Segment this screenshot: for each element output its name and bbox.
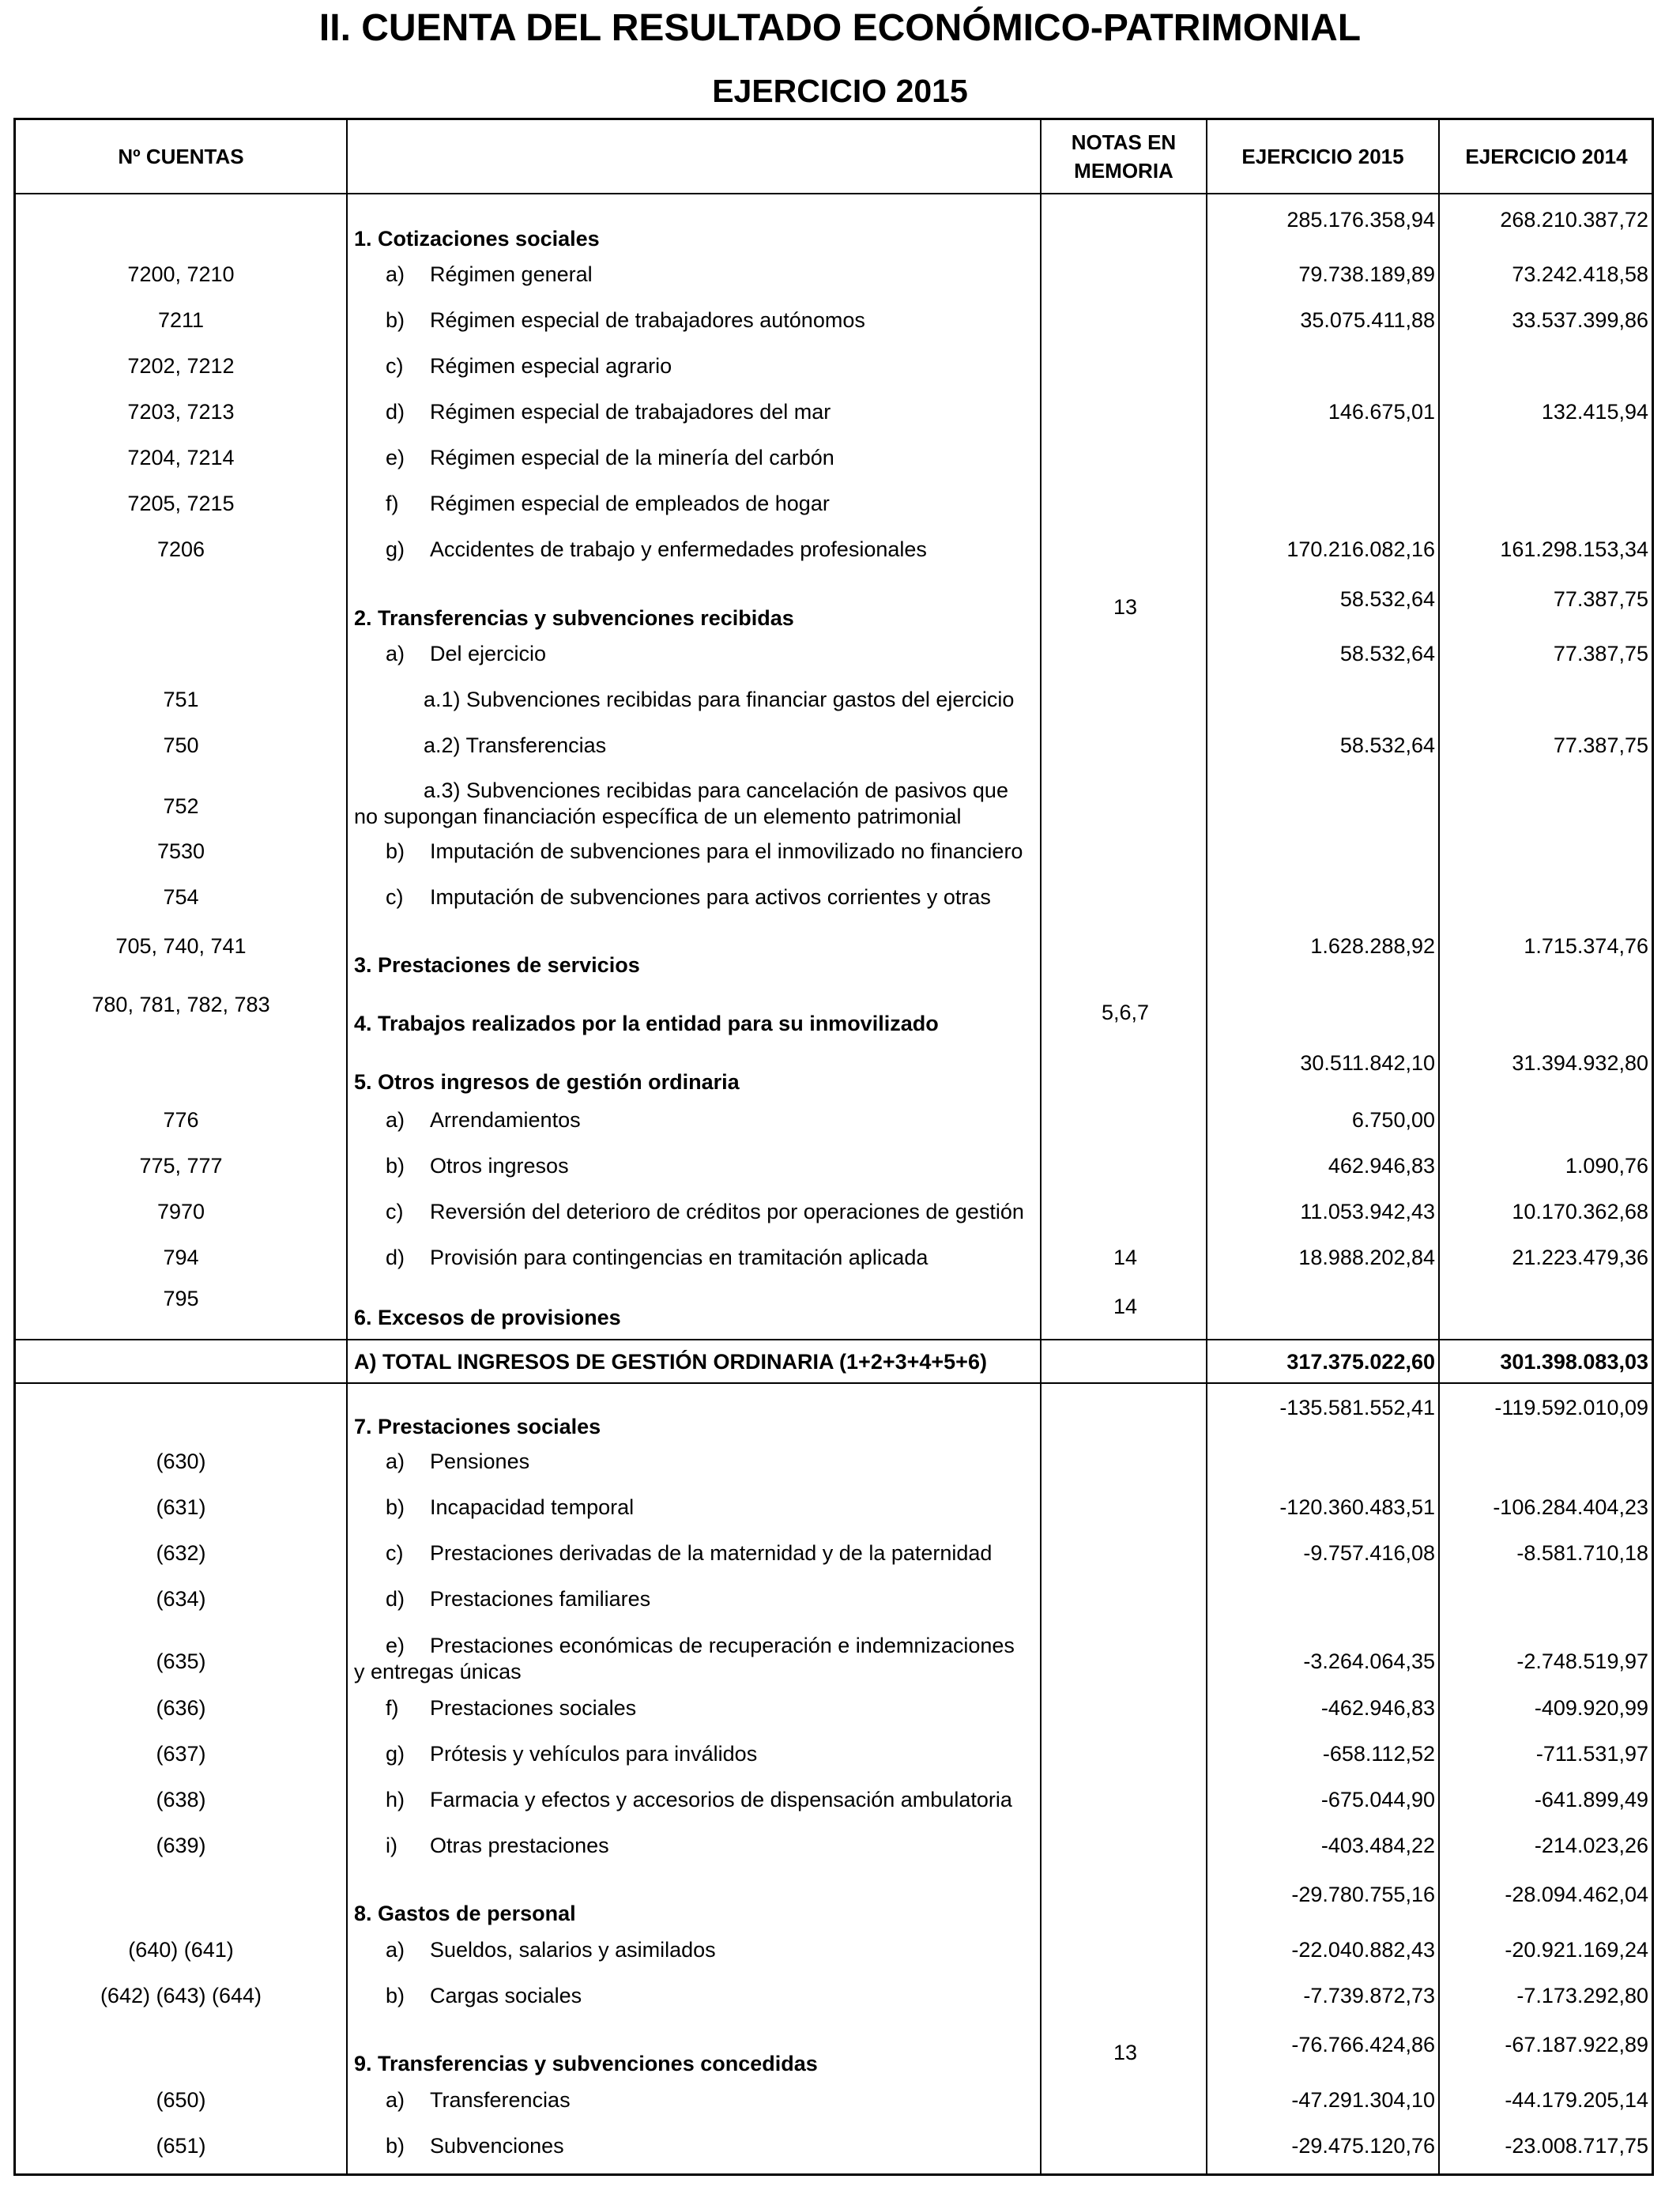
column-divider xyxy=(1206,120,1207,2173)
concept-text: Régimen especial de trabajadores del mar xyxy=(430,400,831,424)
memory-note: 14 xyxy=(1113,1246,1138,1269)
amount-2014: -409.920,99 xyxy=(1534,1696,1648,1720)
account-number: (638) xyxy=(156,1788,206,1811)
item-marker: b) xyxy=(386,1495,405,1519)
amount-2014: 77.387,75 xyxy=(1553,733,1648,757)
concept-text: Sueldos, salarios y asimilados xyxy=(430,1938,716,1962)
amount-2014: -44.179.205,14 xyxy=(1505,2088,1648,2112)
concept-text: Otras prestaciones xyxy=(430,1834,609,1857)
item-marker: b) xyxy=(386,2134,405,2158)
item-marker: b) xyxy=(386,839,405,863)
concept-text: Del ejercicio xyxy=(430,642,547,665)
concept-text: 7. Prestaciones sociales xyxy=(354,1415,601,1438)
item-marker: b) xyxy=(386,1154,405,1178)
concept-text: Prestaciones derivadas de la maternidad y de la paternidad xyxy=(430,1541,993,1565)
concept-text: 1. Cotizaciones sociales xyxy=(354,227,600,251)
amount-2014: 10.170.362,68 xyxy=(1512,1200,1648,1223)
amount-2014: -119.592.010,09 xyxy=(1494,1396,1648,1419)
item-marker: b) xyxy=(386,1984,405,2007)
account-number: 7203, 7213 xyxy=(127,400,235,424)
item-marker: b) xyxy=(386,308,405,332)
concept-text: Transferencias xyxy=(430,2088,571,2112)
item-marker: d) xyxy=(386,1246,405,1269)
account-number: 7530 xyxy=(156,839,205,863)
item-marker: c) xyxy=(386,885,404,909)
concept-description xyxy=(354,446,1049,470)
concept-text: Imputación de subvenciones para el inmovilizado no financiero xyxy=(430,839,1023,863)
item-marker: c) xyxy=(386,1541,404,1565)
concept-text: Imputación de subvenciones para activos corrientes y otras xyxy=(430,885,991,909)
concept-description xyxy=(354,885,1049,910)
item-marker: c) xyxy=(386,1200,404,1223)
amount-2015: 462.946,83 xyxy=(1328,1154,1435,1178)
account-number: 7202, 7212 xyxy=(127,354,235,378)
account-number: 780, 781, 782, 783 xyxy=(92,993,270,1016)
concept-description xyxy=(354,1834,1049,1858)
concept-description xyxy=(354,262,1049,287)
concept-text: Régimen especial agrario xyxy=(430,354,672,378)
concept-description xyxy=(354,953,1049,978)
concept-text: Régimen general xyxy=(430,262,593,286)
amount-2015: -403.484,22 xyxy=(1320,1834,1435,1857)
header-ejercicio-2014: EJERCICIO 2014 xyxy=(1465,145,1628,168)
item-marker: i) xyxy=(386,1834,397,1857)
account-number: 750 xyxy=(163,733,199,757)
concept-text: a.1) Subvenciones recibidas para financiar gastos del ejercicio xyxy=(424,688,1015,711)
account-number: (632) xyxy=(156,1541,206,1565)
concept-description xyxy=(354,2088,1049,2113)
total-bottom-divider xyxy=(16,1382,1652,1384)
item-marker: g) xyxy=(386,537,405,561)
concept-text: 3. Prestaciones de servicios xyxy=(354,953,640,977)
amount-2015: -7.739.872,73 xyxy=(1303,1984,1435,2007)
amount-2014: 1.090,76 xyxy=(1565,1154,1648,1178)
concept-text: a.3) Subvenciones recibidas para cancelación de pasivos que xyxy=(424,778,1008,802)
amount-2014: -23.008.717,75 xyxy=(1505,2134,1648,2158)
amount-2015: 58.532,64 xyxy=(1339,733,1435,757)
account-number: (640) (641) xyxy=(128,1938,234,1962)
amount-2014: -7.173.292,80 xyxy=(1516,1984,1648,2007)
concept-text: A) TOTAL INGRESOS DE GESTIÓN ORDINARIA (1+2+3+4+5+6) xyxy=(354,1350,987,1374)
amount-2015: 6.750,00 xyxy=(1351,1108,1435,1132)
amount-2015: -658.112,52 xyxy=(1322,1742,1435,1766)
concept-text: Prótesis y vehículos para inválidos xyxy=(430,1742,758,1766)
account-number: (634) xyxy=(156,1587,206,1611)
results-table xyxy=(13,118,1654,2176)
concept-description xyxy=(354,400,1049,424)
account-number: (636) xyxy=(156,1696,206,1720)
concept-description xyxy=(354,1350,1049,1374)
concept-description xyxy=(354,1070,1049,1095)
memory-note: 13 xyxy=(1113,595,1138,619)
header-divider xyxy=(16,193,1652,194)
account-number: 705, 740, 741 xyxy=(115,934,247,958)
account-number: 775, 777 xyxy=(139,1154,223,1178)
item-marker: e) xyxy=(386,446,405,469)
concept-description xyxy=(354,308,1049,333)
amount-2014: 161.298.153,34 xyxy=(1500,537,1648,561)
concept-text: Prestaciones familiares xyxy=(430,1587,651,1611)
amount-2015: 1.628.288,92 xyxy=(1310,934,1435,958)
concept-description xyxy=(354,1012,1049,1036)
amount-2015: 146.675,01 xyxy=(1328,400,1435,424)
amount-2015: -47.291.304,10 xyxy=(1291,2088,1435,2112)
account-number: (642) (643) (644) xyxy=(100,1984,262,2007)
account-number: (637) xyxy=(156,1742,206,1766)
concept-text: Arrendamientos xyxy=(430,1108,581,1132)
account-number: 751 xyxy=(163,688,199,711)
concept-description xyxy=(354,1902,1049,1926)
amount-2015: -462.946,83 xyxy=(1320,1696,1435,1720)
page-title: II. CUENTA DEL RESULTADO ECONÓMICO-PATRIMONIAL xyxy=(318,7,1362,49)
column-divider xyxy=(346,120,348,2173)
concept-text: Farmacia y efectos y accesorios de dispensación ambulatoria xyxy=(430,1788,1012,1811)
amount-2014: 33.537.399,86 xyxy=(1512,308,1648,332)
account-number: (650) xyxy=(156,2088,206,2112)
concept-description xyxy=(354,1634,1049,1684)
concept-text: 8. Gastos de personal xyxy=(354,1902,576,1925)
amount-2014: -641.899,49 xyxy=(1534,1788,1648,1811)
amount-2015: -29.475.120,76 xyxy=(1291,2134,1435,2158)
concept-description xyxy=(354,1306,1049,1330)
amount-2015: 58.532,64 xyxy=(1339,642,1435,665)
concept-description xyxy=(354,1246,1049,1270)
concept-text: 2. Transferencias y subvenciones recibidas xyxy=(354,606,794,630)
item-marker: a) xyxy=(386,1449,405,1473)
concept-description xyxy=(354,492,1049,516)
amount-2015: -120.360.483,51 xyxy=(1279,1495,1435,1519)
account-number: 7970 xyxy=(156,1200,205,1223)
concept-text: Régimen especial de la minería del carbón xyxy=(430,446,834,469)
page-subtitle: EJERCICIO 2015 xyxy=(712,73,968,109)
item-marker: a) xyxy=(386,642,405,665)
concept-description xyxy=(354,227,1049,251)
account-number: 7205, 7215 xyxy=(127,492,235,515)
amount-2014: -8.581.710,18 xyxy=(1516,1541,1648,1565)
concept-text: 4. Trabajos realizados por la entidad para su inmovilizado xyxy=(354,1012,939,1035)
concept-text: Reversión del deterioro de créditos por operaciones de gestión xyxy=(430,1200,1024,1223)
amount-2015: 170.216.082,16 xyxy=(1286,537,1435,561)
amount-2014: 73.242.418,58 xyxy=(1512,262,1648,286)
amount-2014: -214.023,26 xyxy=(1534,1834,1648,1857)
amount-2015: -29.780.755,16 xyxy=(1291,1883,1435,1906)
amount-2014: -20.921.169,24 xyxy=(1505,1938,1648,1962)
item-marker: d) xyxy=(386,1587,405,1611)
amount-2014: -2.748.519,97 xyxy=(1516,1649,1648,1673)
concept-description xyxy=(354,1108,1049,1133)
amount-2015: -3.264.064,35 xyxy=(1303,1649,1435,1673)
concept-description xyxy=(354,2134,1049,2158)
concept-description xyxy=(354,1938,1049,1962)
amount-2014: 31.394.932,80 xyxy=(1512,1051,1648,1075)
amount-2015: -22.040.882,43 xyxy=(1291,1938,1435,1962)
concept-description xyxy=(354,1541,1049,1566)
amount-2015: 317.375.022,60 xyxy=(1286,1350,1435,1374)
concept-description xyxy=(354,1200,1049,1224)
concept-description xyxy=(354,537,1049,562)
account-number: 7206 xyxy=(156,537,205,561)
header-notas: NOTAS EN MEMORIA xyxy=(1071,130,1177,183)
account-number: 754 xyxy=(163,885,199,909)
concept-description xyxy=(354,1449,1049,1474)
amount-2015: -9.757.416,08 xyxy=(1303,1541,1435,1565)
account-number: 794 xyxy=(163,1246,199,1269)
concept-text: Incapacidad temporal xyxy=(430,1495,635,1519)
concept-text: Accidentes de trabajo y enfermedades profesionales xyxy=(430,537,927,561)
column-divider xyxy=(1040,120,1042,2173)
header-ejercicio-2015: EJERCICIO 2015 xyxy=(1241,145,1404,168)
concept-text: 6. Excesos de provisiones xyxy=(354,1306,621,1329)
item-marker: a) xyxy=(386,1108,405,1132)
concept-description xyxy=(354,1984,1049,2008)
concept-text: 9. Transferencias y subvenciones concedidas xyxy=(354,2052,818,2075)
concept-description xyxy=(354,354,1049,379)
amount-2015: 58.532,64 xyxy=(1339,587,1435,611)
account-number: (631) xyxy=(156,1495,206,1519)
amount-2014: -67.187.922,89 xyxy=(1505,2033,1648,2056)
concept-text: 5. Otros ingresos de gestión ordinaria xyxy=(354,1070,740,1094)
amount-2015: 30.511.842,10 xyxy=(1300,1051,1435,1075)
account-number: 7211 xyxy=(157,308,205,332)
amount-2014: 1.715.374,76 xyxy=(1524,934,1648,958)
concept-description xyxy=(354,778,1049,829)
amount-2014: 21.223.479,36 xyxy=(1512,1246,1648,1269)
amount-2014: -711.531,97 xyxy=(1535,1742,1648,1766)
concept-description xyxy=(354,839,1049,864)
column-divider xyxy=(1438,120,1440,2173)
memory-note: 13 xyxy=(1113,2041,1138,2064)
concept-description xyxy=(354,1742,1049,1766)
concept-text: Subvenciones xyxy=(430,2134,564,2158)
amount-2015: 35.075.411,88 xyxy=(1300,308,1435,332)
memory-note: 14 xyxy=(1113,1295,1138,1318)
amount-2014: 77.387,75 xyxy=(1553,587,1648,611)
amount-2015: -135.581.552,41 xyxy=(1279,1396,1435,1419)
concept-description xyxy=(354,642,1049,666)
concept-text: Cargas sociales xyxy=(430,1984,582,2007)
total-top-divider xyxy=(16,1339,1652,1340)
concept-description xyxy=(354,733,1049,758)
account-number: (630) xyxy=(156,1449,206,1473)
amount-2015: 18.988.202,84 xyxy=(1298,1246,1435,1269)
item-marker: e) xyxy=(386,1634,405,1657)
concept-text: a.2) Transferencias xyxy=(424,733,607,757)
concept-description xyxy=(354,688,1049,712)
concept-text: Prestaciones sociales xyxy=(430,1696,637,1720)
concept-description xyxy=(354,1415,1049,1439)
concept-description xyxy=(354,1587,1049,1612)
concept-text-continuation: y entregas únicas xyxy=(354,1660,522,1683)
account-number: 776 xyxy=(163,1108,199,1132)
item-marker: f) xyxy=(386,1696,399,1720)
amount-2014: -106.284.404,23 xyxy=(1493,1495,1648,1519)
item-marker: h) xyxy=(386,1788,405,1811)
concept-text: Otros ingresos xyxy=(430,1154,569,1178)
concept-text: Provisión para contingencias en tramitación aplicada xyxy=(430,1246,929,1269)
item-marker: c) xyxy=(386,354,404,378)
account-number: (651) xyxy=(156,2134,206,2158)
item-marker: f) xyxy=(386,492,399,515)
concept-description xyxy=(354,606,1049,631)
memory-note: 5,6,7 xyxy=(1101,1001,1150,1024)
concept-text: Régimen especial de empleados de hogar xyxy=(430,492,830,515)
concept-description xyxy=(354,1495,1049,1520)
account-number: 7200, 7210 xyxy=(127,262,235,286)
item-marker: a) xyxy=(386,262,405,286)
header-cuentas: Nº CUENTAS xyxy=(118,145,244,168)
account-number: 795 xyxy=(163,1287,199,1310)
amount-2014: -28.094.462,04 xyxy=(1505,1883,1648,1906)
amount-2015: 285.176.358,94 xyxy=(1286,208,1435,232)
concept-description xyxy=(354,1154,1049,1178)
concept-description xyxy=(354,1788,1049,1812)
amount-2014: 132.415,94 xyxy=(1541,400,1648,424)
concept-text: Prestaciones económicas de recuperación e indemnizaciones xyxy=(430,1634,1015,1657)
amount-2014: 301.398.083,03 xyxy=(1500,1350,1648,1374)
account-number: 7204, 7214 xyxy=(127,446,235,469)
account-number: (635) xyxy=(156,1649,206,1673)
amount-2014: 268.210.387,72 xyxy=(1500,208,1648,232)
item-marker: g) xyxy=(386,1742,405,1766)
concept-text: Régimen especial de trabajadores autónomos xyxy=(430,308,865,332)
amount-2015: 79.738.189,89 xyxy=(1298,262,1435,286)
amount-2015: 11.053.942,43 xyxy=(1300,1200,1435,1223)
account-number: (639) xyxy=(156,1834,206,1857)
concept-description xyxy=(354,1696,1049,1721)
item-marker: a) xyxy=(386,2088,405,2112)
amount-2015: -76.766.424,86 xyxy=(1291,2033,1435,2056)
concept-text: Pensiones xyxy=(430,1449,530,1473)
concept-description xyxy=(354,2052,1049,2076)
concept-text-continuation: no supongan financiación específica de un elemento patrimonial xyxy=(354,805,962,828)
item-marker: d) xyxy=(386,400,405,424)
item-marker: a) xyxy=(386,1938,405,1962)
amount-2014: 77.387,75 xyxy=(1553,642,1648,665)
account-number: 752 xyxy=(163,794,199,818)
amount-2015: -675.044,90 xyxy=(1320,1788,1435,1811)
